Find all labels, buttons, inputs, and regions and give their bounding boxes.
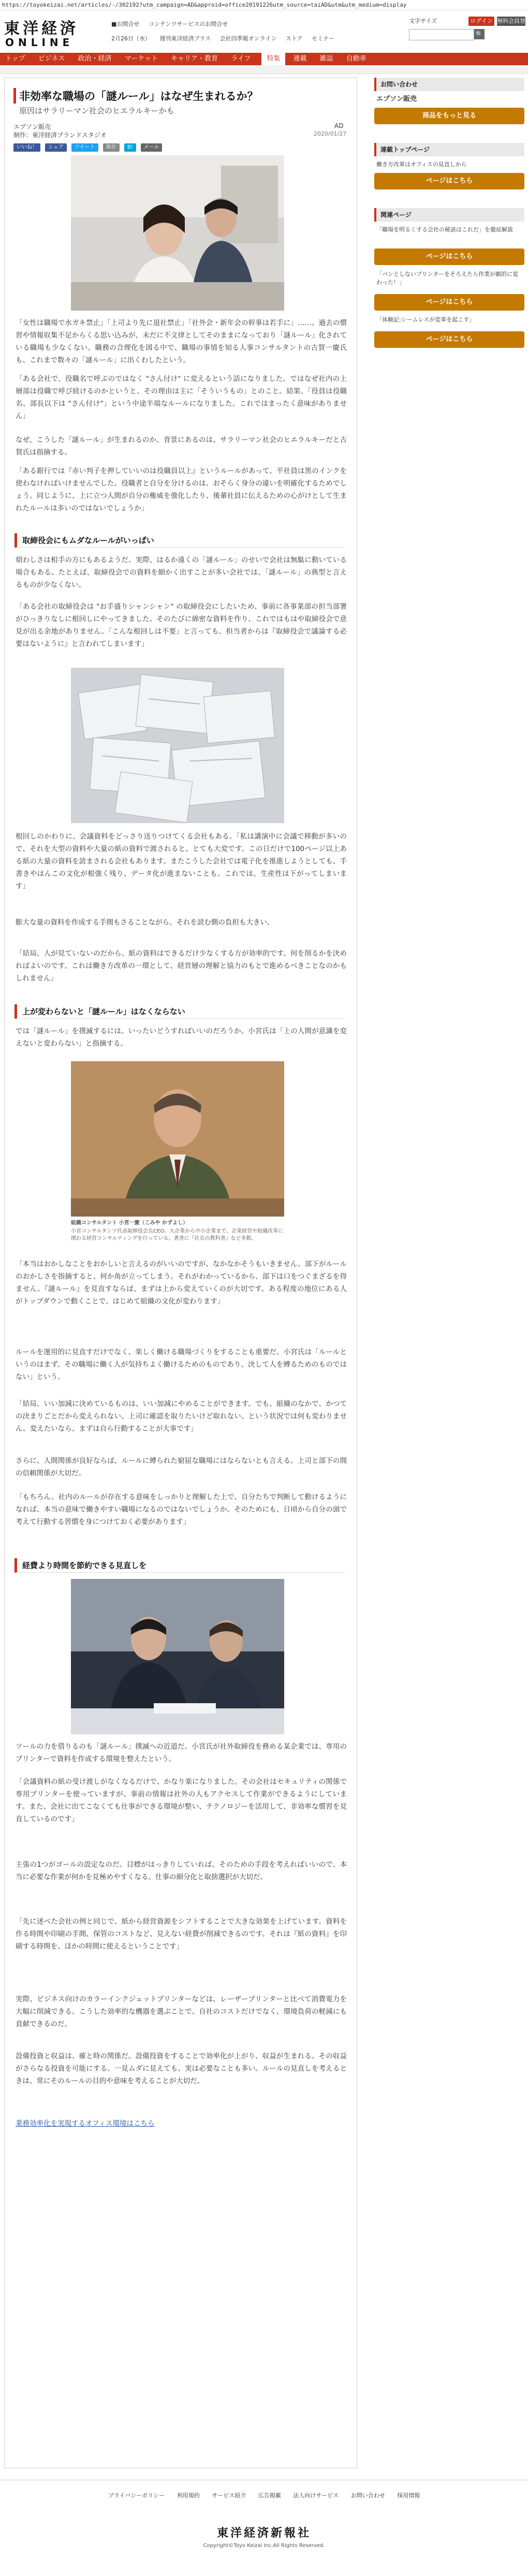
article-paragraph-17: 「会議資料の紙の受け渡しがなくなるだけで、かなり楽になりました。その会社はセキュリティの関係で専用プリンターを使っていますが、事前の情報は社外の人もアクセスして作業ができるようにしています。また、会社に出てこなくても仕事ができる環境が整い、テクノロジーを活用して、非効率な慣習を見直しているのです」 — [16, 1778, 347, 1823]
sidebar-related-button-3[interactable]: ページはこちら — [374, 331, 524, 348]
article-paragraph-14: さらに、人間関係が良好ならば、ルールに縛られた窮屈な職場にはならないとも言える。上司と部下の間の信頼関係が大切だ。 — [16, 1457, 347, 1477]
ad-label: AD — [334, 122, 344, 129]
article-producer: 制作：東洋経済ブランドスタジオ — [13, 131, 107, 139]
sidebar-related-header: 関連ページ — [374, 208, 524, 222]
article-paragraph-21: 設備投資と収益は、確と時の関係だ。設備投資をすることで効率化が上がり、収益が生まれる。その収益がさらなる投資を可能にする。一見ムダに見えても、実は必要なことも多い。ルールの見直しを考えるときは、常にそのルールの目的や意味を考えることが大切だ。 — [16, 2052, 347, 2085]
article-paragraph-4: 「ある銀行では『赤い判子を押していいのは役職員以上』というルールがあって、平社員は黒のインクを使わなければいけませんでした。役職者と自分を分けるのは、おそらく身分の違いを明確化するためでしょう。同じように、上に立つ人間が自分の権威を強化したり、後輩社員に伝えるための心がけとして生まれたルールは多いのではないでしょうか」 — [16, 467, 347, 513]
header-top-links — [111, 20, 235, 28]
sidebar-related-button-2[interactable]: ページはこちら — [374, 294, 524, 311]
header-date-bar — [111, 34, 342, 42]
article-photo-paper-stack — [71, 668, 284, 823]
article-date: 2020/01/27 — [314, 130, 347, 137]
hatena-button[interactable]: B! — [124, 143, 136, 152]
nav-item-feature[interactable]: 特集 — [261, 53, 285, 65]
article-link[interactable]: 業務効率化を実現するオフィス環境はこちら — [16, 2119, 155, 2128]
nav-item-top[interactable]: トップ — [5, 55, 25, 63]
site-logo-sub: ONLINE — [5, 36, 74, 49]
header-sublink-2[interactable]: ストア — [285, 35, 303, 42]
section-heading-1: 取締役会にもムダなルールがいっぱい — [14, 533, 346, 548]
article-photo-consultant — [71, 1061, 284, 1217]
footer-copyright: Copyright©Toyo Keizai Inc.All Rights Reserved. — [203, 2543, 325, 2549]
fontsize-label: 文字サイズ — [409, 18, 437, 24]
article-paragraph-18: 主張の1つがゴールの設定なのだ。目標がはっきりしていれば、そのための手段を考えればいいので、本当に必要な作業が何かを見極めやすくなる。仕事の細分化と取捨選択が大切だ。 — [16, 1861, 347, 1881]
nav-item-economy[interactable]: 政治・経済 — [78, 55, 112, 63]
article-paragraph-3: なぜ、こうした「謎ルール」が生まれるのか。背景にあるのは、サラリーマン社会のヒエラルキーだと古賀氏は指摘する。 — [16, 436, 347, 457]
article-paragraph-15: 「もちろん、社内のルールが存在する意味をしっかりと理解した上で、自分たちで判断して動けるようになれば、本当の意味で働きやすい職場になるのではないでしょうか。そのためにも、日頃から自分の頭で考えて行動する習慣を身につけておく必要があります」 — [16, 1493, 347, 1526]
login-button[interactable]: ログイン — [468, 17, 494, 26]
article-paragraph-9: 「結局、人が見ていないのだから、紙の資料はできるだけ少なくする方が効率的です。何を削るかを決めればよいのです。これは働き方改革の一環として、経営層の理解と協力のもとで進めるべきことなのかもしれません」 — [16, 949, 347, 983]
footer-links — [0, 2491, 528, 2499]
facebook-share-button[interactable]: シェア — [45, 143, 67, 152]
save-button[interactable]: 保存 — [103, 143, 120, 152]
sidebar-related-text-1: 「職場を明るくする会社の秘訣はこれだ」を徹底解説 — [376, 226, 513, 233]
article-title: 非効率な職場の「謎ルール」はなぜ生まれるか？ — [13, 88, 356, 104]
header-link-inquiry[interactable]: ■お問合せ — [111, 21, 140, 27]
nav-item-series[interactable]: 連載 — [293, 55, 307, 63]
footer-link-terms[interactable]: 利用規約 — [177, 2492, 200, 2499]
sidebar-related-text-3: 「体験記:シームレスが変革を起こす」 — [376, 316, 475, 323]
article-paragraph-13: 「結局、いい加減に決めているものは、いい加減にやめることができます。でも、組織のなかで、かつての決まりごとだから変えられない、上司に確認を取りたいけど取れない、という状況では何も変わりません。変えたいなら、まずは自ら行動することが大事です」 — [16, 1400, 347, 1433]
article-paragraph-6: 「ある会社の取締役会は "お手盛りシャンシャン" の取締役会にしたいため、事前に各事業部の担当部署がひっきりなしに根回しにやってきました。そのたびに綿密な資料を作り、これではもはや取締役会で意見が出る余地がありません。「こんな根回しは不要」と言っても、担当者からは『取締役会で議論する必要はないように』と言われてしまいます」 — [16, 603, 347, 648]
sidebar-related-text-2: 「パンとしないプリンターをそろえたら作業が劇的に変わった！」 — [376, 271, 519, 286]
site-logo[interactable]: 東洋経済 — [4, 20, 79, 38]
footer-link-corporate[interactable]: 法人向けサービス — [293, 2492, 339, 2499]
sidebar-related-button-1[interactable]: ページはこちら — [374, 248, 524, 265]
article-link-paragraph — [16, 2117, 347, 2130]
sidebar-featured-text: 働き方改革はオフィスの見直しから — [376, 161, 467, 168]
twitter-button[interactable]: ツイート — [71, 143, 98, 152]
article-photo-meeting — [71, 1579, 284, 1734]
footer-logo[interactable]: 東洋経済新報社 — [216, 2526, 311, 2540]
footer-link-privacy[interactable]: プライバシーポリシー — [108, 2492, 165, 2499]
article-paragraph-1: 「女性は職場で水ガキ禁止」「上司より先に退社禁止」「社外会・新年会の幹事は若手に」……。過去の慣習や情報収集不足からくる思い込みが、未だに不文律としてそのままになっており「謎ルール」化されている職場も少なくない。職務の合理化を図る中で、職場の事情を知る人事コンサルタントの古賀一慶氏も、これまで数々の「謎ルール」に出くわしたという。 — [16, 319, 347, 364]
sidebar-inquiry-button[interactable]: 商品をもっと見る — [374, 108, 524, 124]
article-paragraph-2: 「ある会社で、役職名で呼ぶのではなく "さん付け" に変えるという話になりました。ではなぜ社内の上層部は役職で呼び続けるのかというと、その理由は主に「そういうもの」とのこと。結果、「役員は役職名、部長以下は "さん付け"」という中途半端なルールになりました。これではまったく意味がありません」 — [16, 375, 347, 420]
article-sponsor: エプソン販売 — [13, 123, 51, 130]
header-date: 2月26日（水） — [111, 35, 151, 42]
header-utility-box — [409, 17, 525, 48]
sidebar-featured-header: 連載トップページ — [374, 143, 524, 156]
search-input[interactable] — [409, 29, 474, 40]
section-heading-3: 経費より時間を節約できる見直しを — [14, 1558, 346, 1573]
article-paragraph-5: 煩わしさは相手の方にもあるようだ。実際、はるか遠くの「謎ルール」のせいで会社は無駄に動いている場合もある。たとえば、取締役会での資料を細かく出すことが多い会社では、「謎ルール」の典型と言えるものが少なくない。 — [16, 556, 347, 589]
footer-link-ads[interactable]: 広告掲載 — [258, 2492, 281, 2499]
photo-caption-name: 組織コンサルタント 小宮一慶（こみや かずよし） — [71, 1220, 188, 1226]
social-share-bar — [13, 141, 164, 152]
article-paragraph-12: ルールを運用的に見直すだけでなく、楽しく働ける職場づくりをすることも重要だ。小宮氏は「ルールというのはまず、その職場に働く人が気持ちよく働けるためのものであり、決して人を縛るためのものではない」という。 — [16, 1348, 347, 1381]
header-link-content-inquiry[interactable]: コンテンツサービスのお問合せ — [148, 21, 228, 27]
header-sublink-3[interactable]: セミナー — [312, 35, 335, 42]
nav-item-magazine[interactable]: 雑誌 — [319, 55, 333, 63]
main-nav — [0, 53, 528, 65]
article-paragraph-8: 膨大な量の資料を作成する手間もさることながら、それを読む側の負担も大きい。 — [16, 918, 274, 927]
nav-item-market[interactable]: マーケット — [124, 55, 158, 63]
article-paragraph-10: では「謎ルール」を撲滅するには、いったいどうすればいいのだろうか。小宮氏は「上の人間が意識を変えないと変わらない」と指摘する。 — [16, 1027, 347, 1048]
article-subtitle: 原因はサラリーマン社会のヒエラルキーかも — [19, 106, 174, 115]
article-photo-office-couple — [71, 155, 284, 311]
footer-link-services[interactable]: サービス紹介 — [212, 2492, 246, 2499]
search-icon[interactable]: 🔍 — [474, 29, 485, 39]
sub-nav — [0, 65, 528, 74]
footer-link-contact[interactable]: お問い合わせ — [350, 2492, 385, 2499]
sidebar-featured-button[interactable]: ページはこちら — [374, 173, 524, 189]
register-button[interactable]: 無料会員登録 — [497, 18, 525, 34]
footer-link-careers[interactable]: 採用情報 — [397, 2492, 420, 2499]
browser-url-bar[interactable]: https://toyokeizai.net/articles/-/302192?utm_campaign=AD&approid=office20191226utm_source=taiAD&utm&utm_medium=display — [0, 0, 528, 10]
nav-item-business[interactable]: ビジネス — [38, 55, 65, 63]
nav-item-life[interactable]: ライフ — [231, 55, 251, 63]
article-paragraph-20: 実際、ビジネス向けのカラーインクジェットプリンターなどは、レーザープリンターと比べて消費電力を大幅に削減できる。こうした効率的な機器を選ぶことで、自社のコストだけでなく、環境負荷の軽減にも貢献できるのだ。 — [16, 1995, 347, 2028]
section-heading-2: 上が変わらないと「謎ルール」はなくならない — [14, 1004, 346, 1019]
nav-item-car[interactable]: 自動車 — [346, 55, 366, 63]
article-paragraph-19: 「先に述べた会社の例と同じで、紙から経営資源をシフトすることで大きな効果を上げています。資料を作る時間や印刷の手間、保管のコストなど、見えない経費が削減できるのです。それは『紙の資料』を印刷する時間を、ほかの時間に使えるということです」 — [16, 1918, 347, 1951]
photo-caption-detail: 小宮コンサルタンツ代表取締役会長CEO。大企業から中小企業まで、企業経営や組織改革に関わる経営コンサルティングを行っている。著書に『社長の教科書』など多数。 — [71, 1228, 284, 1241]
sidebar — [374, 78, 524, 348]
sidebar-inquiry-company: エプソン販売 — [376, 95, 417, 103]
nav-item-career[interactable]: キャリア・教育 — [171, 55, 218, 63]
sidebar-inquiry-header: お問い合わせ — [374, 78, 524, 91]
mail-button[interactable]: メール — [141, 143, 163, 152]
facebook-like-button[interactable]: いいね！ — [13, 143, 40, 152]
header-sublink-0[interactable]: 週刊東洋経済プラス — [159, 35, 211, 42]
article-paragraph-16: ツールの力を借りるのも「謎ルール」撲滅への近道だ。小宮氏が社外取締役を務める某企業では、専用のプリンターで資料を作成する環境を整えたという。 — [16, 1743, 347, 1763]
article-paragraph-7: 根回しのかわりに、会議資料をどっさり送りつけてくる会社もある。「私は講演中に会議で移動が多いので、それを大型の資料や大量の紙の資料で渡されると、とても大変です。この日だけで100ページ以上ある紙の大量の資料を読まされる会社もあります。またこうした会社では電子化を推進しようとしても、手書きやはんこの文化が根強く残り、データ化が進まないことも。これでは、生産性は下がってしまいます」 — [16, 832, 347, 890]
header-sublink-1[interactable]: 会社四季報オンライン — [219, 35, 277, 42]
article-paragraph-11: 「本当はおかしなことをおかしいと言えるのがいいのですが、なかなかそうもいきません。部下がルールのおかしさを指摘すると、何か角が立ってしまう。それがわかっているから、部下は口をつぐまざるを得ません。『謎ルール』を見直すならば、まずは上から変えていくのが大切です。ある程度の地位にある人がトップダウンで動くことで、はじめて組織の文化が変わります」 — [16, 1260, 347, 1306]
